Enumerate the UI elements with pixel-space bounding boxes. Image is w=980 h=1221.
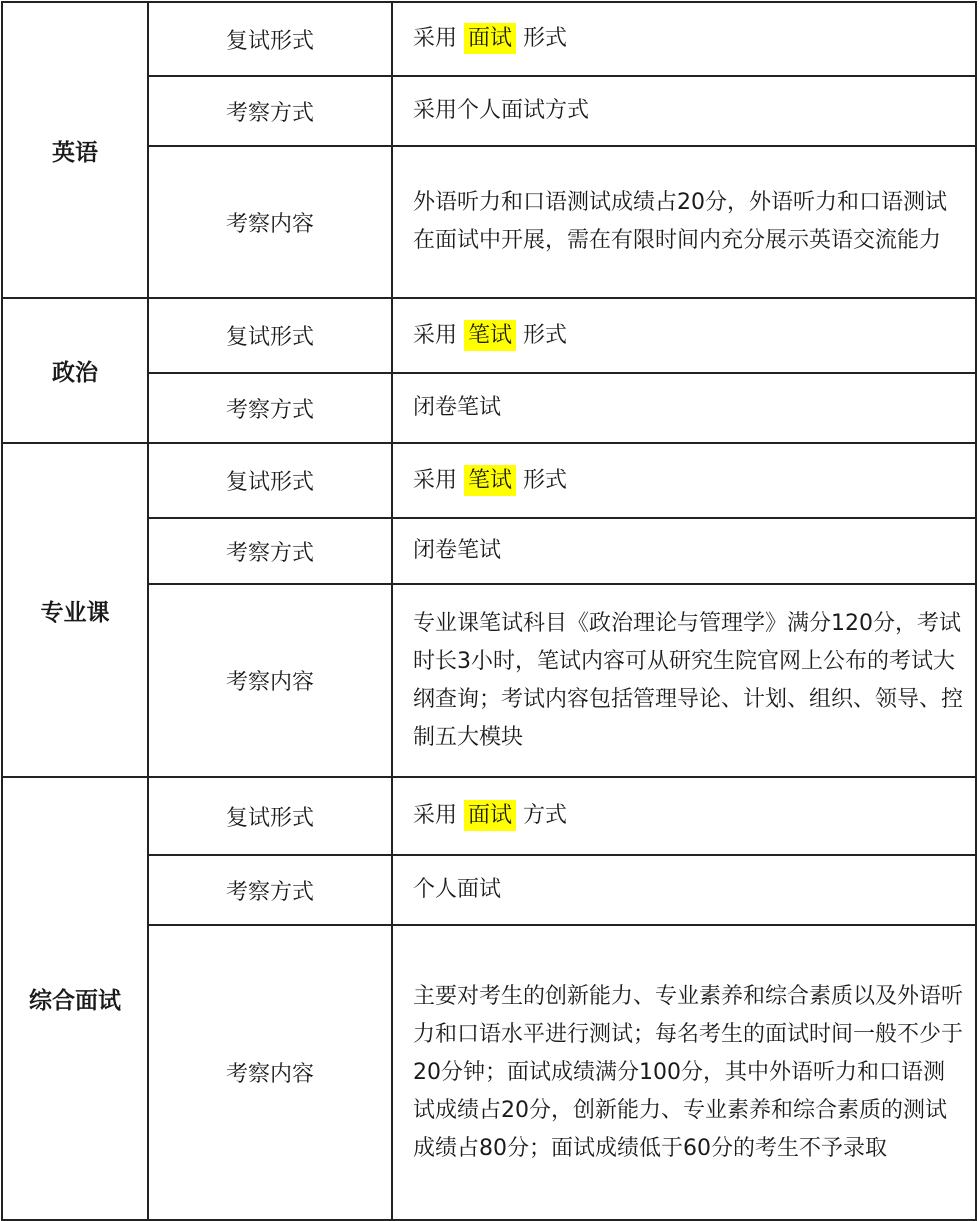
subject-cell: 英语 — [2, 2, 148, 298]
item-cell: 考察方式 — [148, 373, 392, 443]
item-cell: 考察内容 — [148, 584, 392, 777]
content-suffix: 形式 — [523, 322, 568, 348]
highlight-mark: 笔试 — [464, 320, 516, 351]
table-row — [2, 584, 976, 777]
highlight-mark: 笔试 — [464, 465, 516, 496]
content-cell: 主要对考生的创新能力、专业素养和综合素质以及外语听力和口语水平进行测试；每名考生的面试时间一般不少于20分钟；面试成绩满分100分，其中外语听力和口语测试成绩占20分，创新能力、专业素养和综合素质的测试成绩占80分；面试成绩低于60分的考生不予录取 — [392, 925, 976, 1220]
content-cell — [392, 777, 976, 855]
content-cell — [392, 2, 976, 76]
table-row — [2, 777, 976, 855]
subject-cell: 政治 — [2, 298, 148, 443]
exam-table — [1, 1, 977, 1221]
content-cell — [392, 443, 976, 518]
item-cell: 考察方式 — [148, 76, 392, 146]
content-prefix: 采用 — [413, 467, 458, 493]
content-cell: 个人面试 — [392, 855, 976, 925]
content-prefix: 采用 — [413, 26, 458, 51]
table-row — [2, 373, 976, 443]
content-prefix: 采用 — [413, 803, 458, 828]
subject-cell: 专业课 — [2, 443, 148, 777]
table-row — [2, 518, 976, 584]
item-cell: 复试形式 — [148, 298, 392, 373]
content-cell: 外语听力和口语测试成绩占20分，外语听力和口语测试在面试中开展，需在有限时间内充分展示英语交流能力 — [392, 146, 976, 298]
table-row — [2, 76, 976, 146]
item-cell: 复试形式 — [148, 443, 392, 518]
content-cell: 闭卷笔试 — [392, 518, 976, 584]
content-cell: 专业课笔试科目《政治理论与管理学》满分120分，考试时长3小时，笔试内容可从研究生院官网上公布的考试大纲查询；考试内容包括管理导论、计划、组织、领导、控制五大模块 — [392, 584, 976, 777]
table-row — [2, 855, 976, 925]
table-row — [2, 2, 976, 76]
content-suffix: 方式 — [523, 803, 568, 828]
item-cell: 考察内容 — [148, 146, 392, 298]
subject-cell: 综合面试 — [2, 777, 148, 1220]
content-suffix: 形式 — [523, 467, 568, 493]
content-cell — [392, 298, 976, 373]
item-cell: 考察内容 — [148, 925, 392, 1220]
content-suffix: 形式 — [523, 26, 568, 51]
content-cell: 闭卷笔试 — [392, 373, 976, 443]
item-cell: 复试形式 — [148, 777, 392, 855]
table-row — [2, 925, 976, 1220]
highlight-mark: 面试 — [464, 800, 516, 831]
content-prefix: 采用 — [413, 322, 458, 348]
item-cell: 复试形式 — [148, 2, 392, 76]
table-row — [2, 298, 976, 373]
item-cell: 考察方式 — [148, 518, 392, 584]
table-row — [2, 443, 976, 518]
item-cell: 考察方式 — [148, 855, 392, 925]
content-cell: 采用个人面试方式 — [392, 76, 976, 146]
table-row — [2, 146, 976, 298]
highlight-mark: 面试 — [464, 23, 516, 54]
